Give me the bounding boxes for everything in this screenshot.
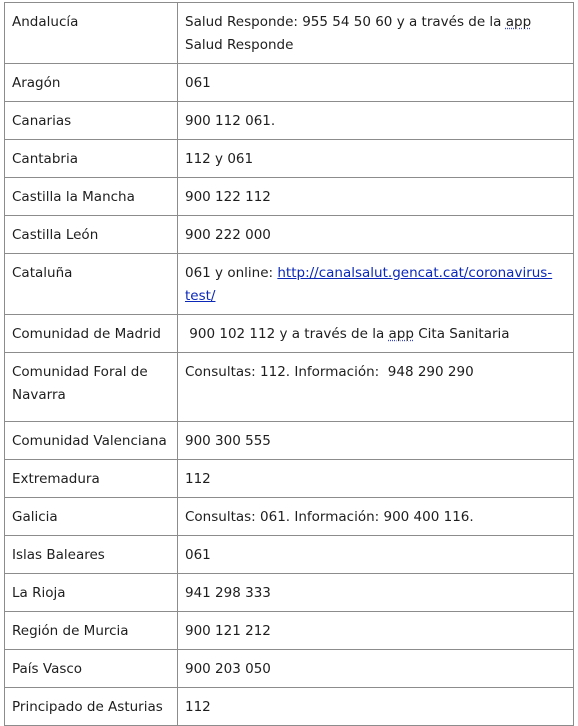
contact-info: 900 121 212: [185, 623, 271, 639]
contact-cell: [178, 574, 574, 612]
region-name: Cantabria: [12, 151, 78, 167]
table-row: [5, 536, 574, 574]
table-row: [5, 140, 574, 178]
contact-info: [185, 315, 567, 352]
contact-cell: [178, 178, 574, 216]
contact-cell: [178, 460, 574, 498]
app-word: app: [505, 14, 532, 30]
contact-cell: [178, 3, 574, 64]
region-cell: [5, 460, 178, 498]
region-name: Islas Baleares: [12, 547, 105, 563]
contact-cell: [178, 650, 574, 688]
contact-cell: [178, 315, 574, 353]
contact-info: 900 203 050: [185, 661, 271, 677]
contact-info: 900 222 000: [185, 227, 271, 243]
contact-text: 900 102 112 y a través de la: [185, 326, 389, 342]
region-name: Castilla León: [12, 227, 99, 243]
table-row: [5, 3, 574, 64]
contact-text-suffix: Salud Responde: [185, 37, 294, 53]
region-name: País Vasco: [12, 661, 83, 677]
region-cell: [5, 254, 178, 315]
contact-info: [185, 254, 567, 314]
region-name: Comunidad de Madrid: [12, 326, 161, 342]
region-cell: [5, 612, 178, 650]
region-cell: [5, 536, 178, 574]
contact-info: 112: [185, 471, 211, 487]
contact-cell: [178, 102, 574, 140]
region-name: Castilla la Mancha: [12, 189, 135, 205]
contact-info: 061: [185, 547, 211, 563]
table-row: [5, 315, 574, 353]
contact-cell: [178, 353, 574, 422]
region-name: Canarias: [12, 113, 72, 129]
table-row: [5, 254, 574, 315]
contact-cell: [178, 254, 574, 315]
table-row: [5, 498, 574, 536]
contact-info: Consultas: 061. Información: 900 400 116.: [185, 509, 474, 525]
region-cell: [5, 216, 178, 254]
contact-cell: [178, 140, 574, 178]
contact-info: 112: [185, 699, 211, 715]
region-name: Extremadura: [12, 471, 100, 487]
region-name: Principado de Asturias: [12, 699, 163, 715]
region-name: La Rioja: [12, 585, 66, 601]
table-row: [5, 460, 574, 498]
table-row: [5, 612, 574, 650]
contact-info: 112 y 061: [185, 151, 254, 167]
contact-cell: [178, 612, 574, 650]
contact-cell: [178, 422, 574, 460]
contact-info: 900 122 112: [185, 189, 271, 205]
contact-cell: [178, 536, 574, 574]
region-name: Comunidad Valenciana: [12, 433, 167, 449]
region-cell: [5, 102, 178, 140]
contact-cell: [178, 64, 574, 102]
region-name: Región de Murcia: [12, 623, 129, 639]
table-row: [5, 102, 574, 140]
region-cell: [5, 422, 178, 460]
table-row: [5, 688, 574, 726]
contact-text-suffix: Cita Sanitaria: [413, 326, 510, 342]
contact-cell: [178, 498, 574, 536]
region-cell: [5, 650, 178, 688]
table-row: [5, 650, 574, 688]
region-name: Cataluña: [12, 265, 73, 281]
region-cell: [5, 3, 178, 64]
table-row: [5, 178, 574, 216]
region-name: Comunidad Foral de Navarra: [12, 364, 148, 403]
region-name: Galicia: [12, 509, 58, 525]
contact-text: 061 y online:: [185, 265, 278, 281]
app-word: app: [388, 326, 414, 342]
contact-info: Consultas: 112. Información: 948 290 290: [185, 364, 474, 380]
region-cell: [5, 498, 178, 536]
contact-info: 900 300 555: [185, 433, 271, 449]
contact-info: [185, 3, 567, 63]
region-cell: [5, 353, 178, 422]
region-cell: [5, 315, 178, 353]
table-row: [5, 574, 574, 612]
contact-info: 941 298 333: [185, 585, 271, 601]
table-row: [5, 353, 574, 422]
contact-info: 061: [185, 75, 211, 91]
table-row: [5, 216, 574, 254]
region-cell: [5, 140, 178, 178]
region-name: Andalucía: [12, 14, 79, 30]
region-cell: [5, 688, 178, 726]
table-row: [5, 422, 574, 460]
contact-cell: [178, 216, 574, 254]
contact-info: 900 112 061.: [185, 113, 276, 129]
table-row: [5, 64, 574, 102]
coronavirus-test-link[interactable]: http://canalsalut.gencat.cat/coronavirus-test/: [185, 265, 553, 304]
health-hotlines-table: [4, 2, 574, 726]
region-cell: [5, 574, 178, 612]
region-cell: [5, 178, 178, 216]
region-cell: [5, 64, 178, 102]
contact-cell: [178, 688, 574, 726]
region-name: Aragón: [12, 75, 61, 91]
contact-text: Salud Responde: 955 54 50 60 y a través de la: [185, 14, 506, 30]
